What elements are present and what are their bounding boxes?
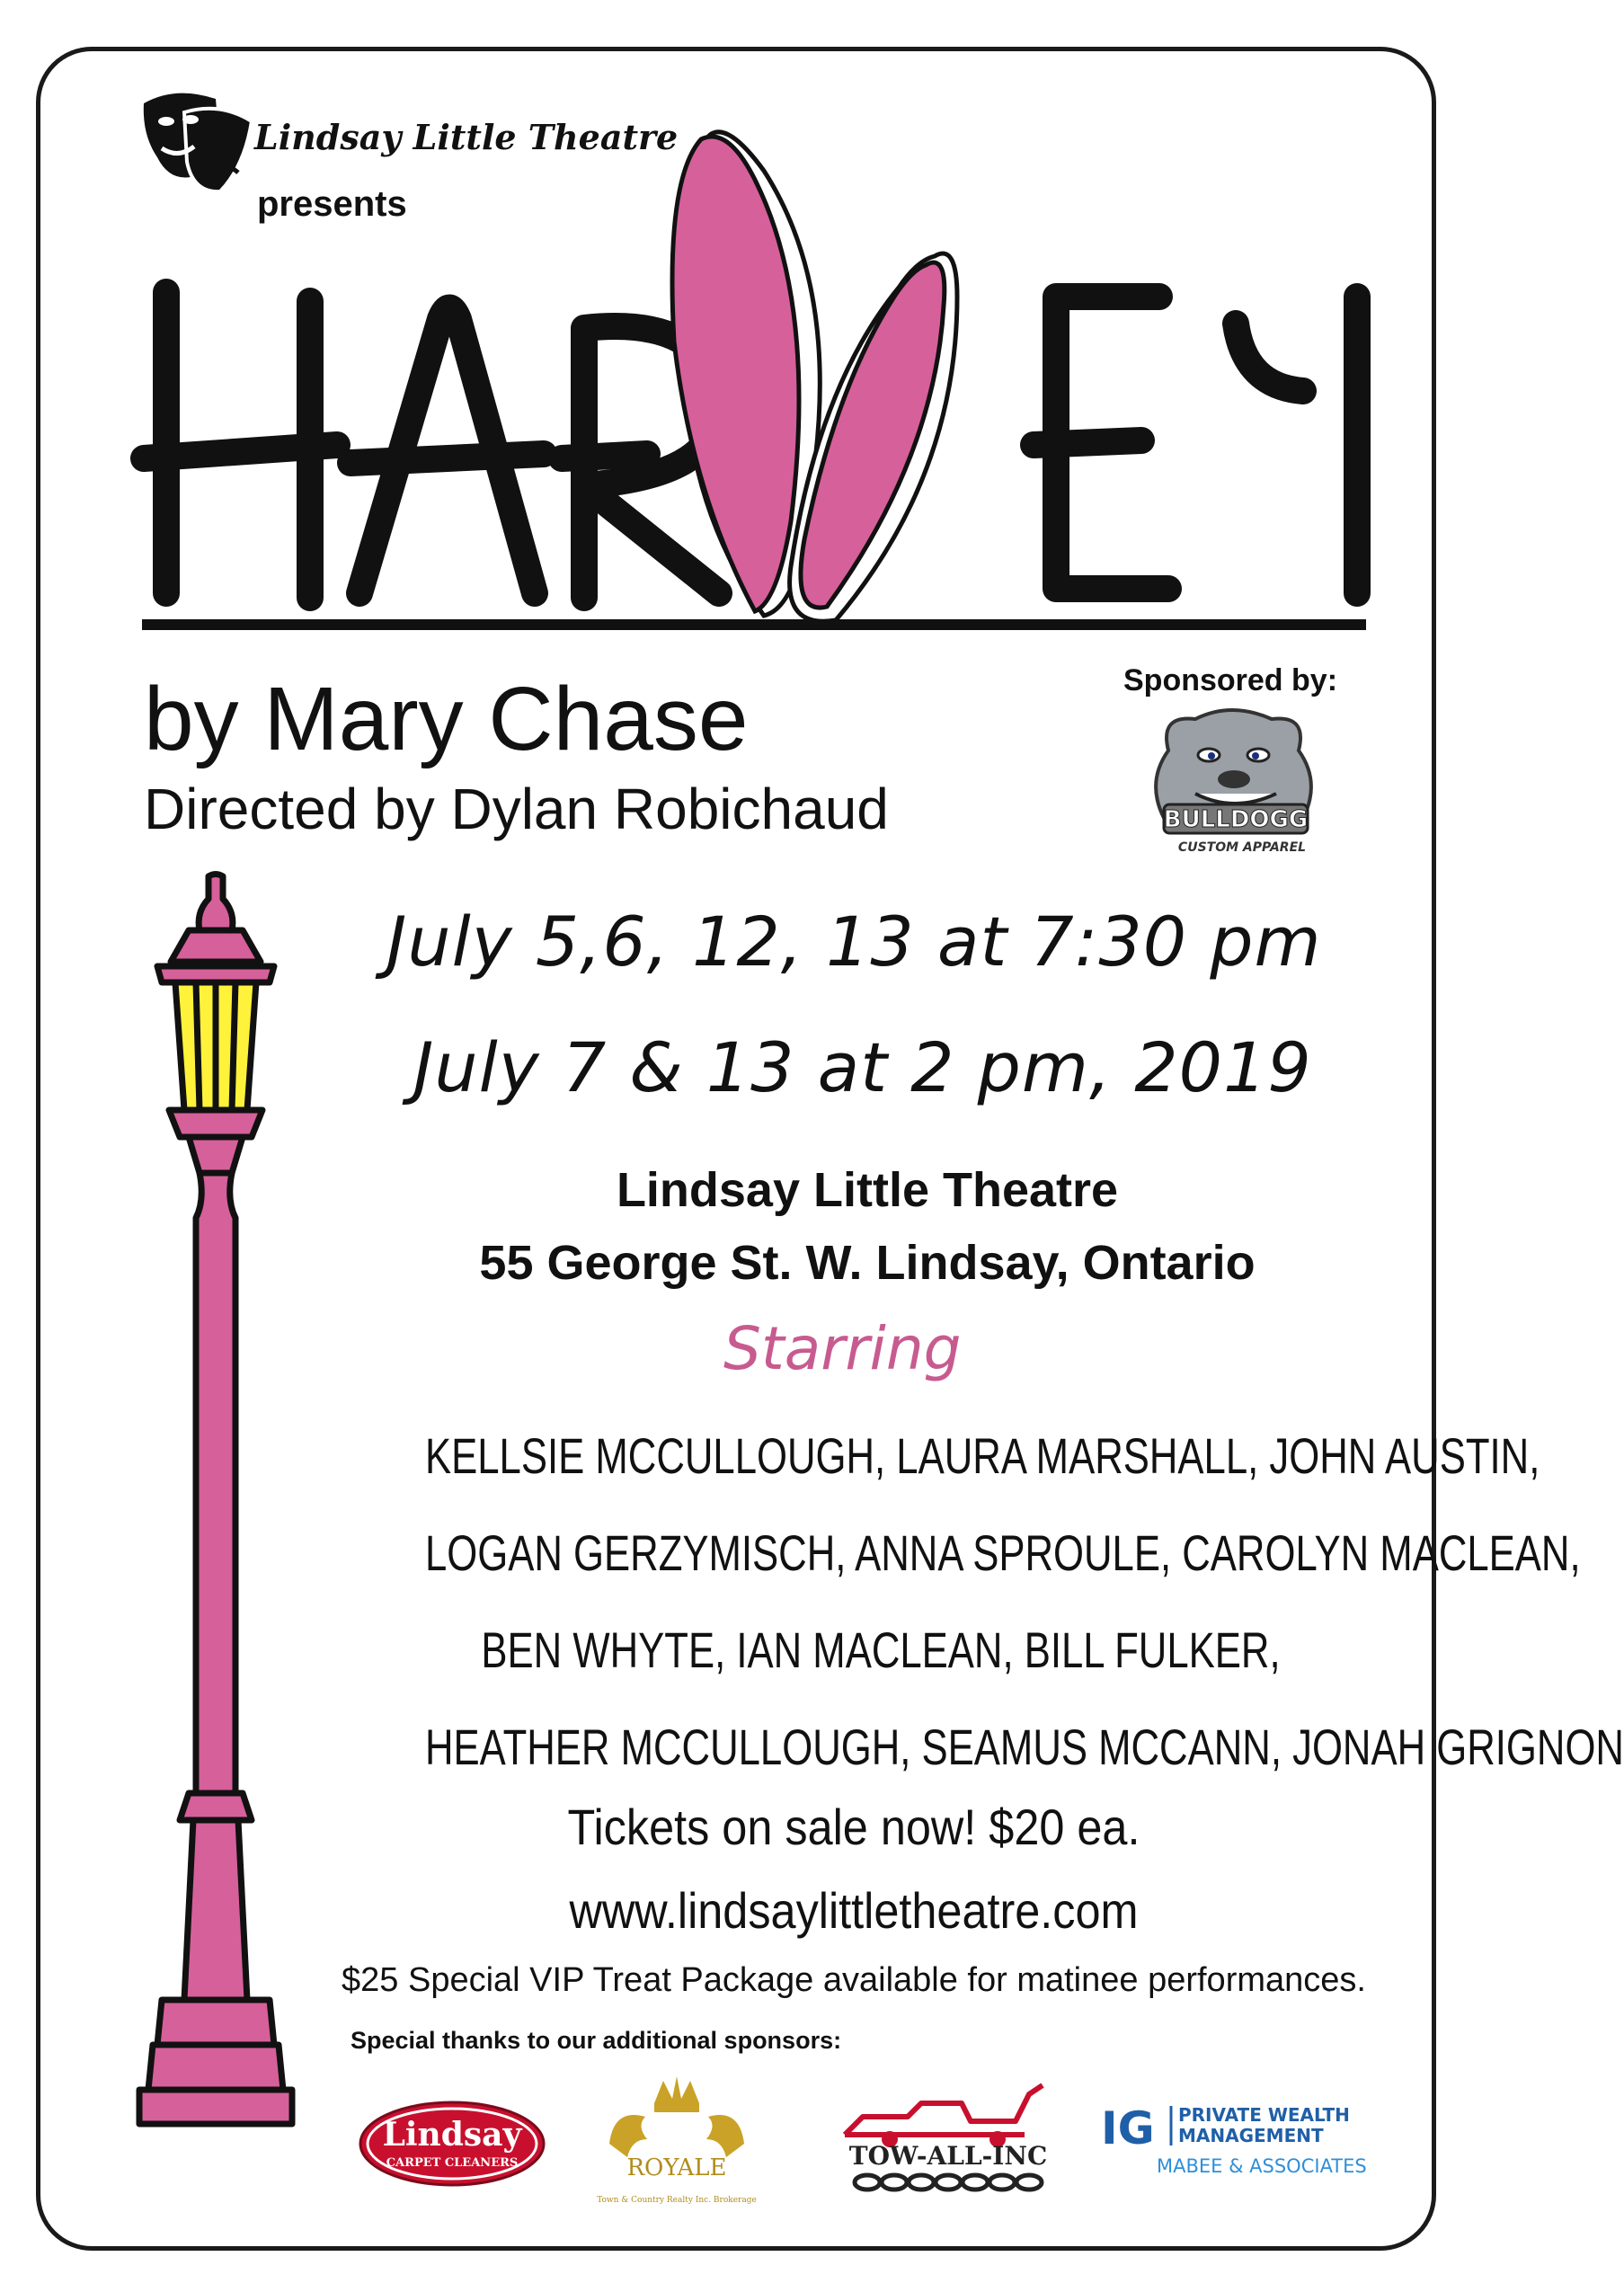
street-lamp-icon: [126, 876, 306, 2130]
presents-label: presents: [257, 184, 407, 224]
vip-package-note: $25 Special VIP Treat Package available for matinee performances.: [342, 1961, 1366, 1999]
ig-logo-line2: MANAGEMENT: [1178, 2125, 1324, 2146]
cast-line: HEATHER MCCULLOUGH, SEAMUS MCCANN, JONAH GRIGNON: [425, 1719, 1624, 1775]
date-line-evening: July 5,6, 12, 13 at 7:30 pm: [386, 902, 1322, 982]
lindsay-logo-name: Lindsay: [382, 2116, 522, 2154]
cast-line: LOGAN GERZYMISCH, ANNA SPROULE, CAROLYN MACLEAN,: [425, 1524, 1581, 1581]
bulldogg-name: BULLDOGG: [1163, 806, 1309, 833]
ig-logo-line3: MABEE & ASSOCIATES: [1157, 2155, 1367, 2177]
chain-icon: [855, 2175, 1042, 2190]
venue-address: 55 George St. W. Lindsay, Ontario: [479, 1236, 1256, 1290]
sponsored-by-heading: Sponsored by:: [1123, 663, 1338, 697]
ig-private-wealth-logo: [1101, 2099, 1407, 2180]
starring-heading: Starring: [723, 1314, 962, 1383]
venue-name: Lindsay Little Theatre: [616, 1163, 1119, 1217]
playwright-credit: by Mary Chase: [144, 669, 749, 769]
tow-all-inc-logo: [836, 2067, 1060, 2198]
tow-logo-name: TOW-ALL-INC: [848, 2141, 1048, 2171]
additional-sponsors-heading: Special thanks to our additional sponsors:: [351, 2027, 842, 2054]
director-credit: Directed by Dylan Robichaud: [144, 777, 889, 841]
organization-name: Lindsay Little Theatre: [254, 117, 679, 157]
cast-line: BEN WHYTE, IAN MACLEAN, BILL FULKER,: [481, 1621, 1281, 1678]
royale-logo-name: ROYALE: [626, 2154, 727, 2181]
bulldogg-tagline: CUSTOM APPAREL: [1177, 840, 1307, 855]
bunny-ears-icon: [672, 132, 957, 621]
date-line-matinee: July 7 & 13 at 2 pm, 2019: [413, 1027, 1312, 1107]
royale-logo-sub: Town & Country Realty Inc. Brokerage: [597, 2196, 757, 2205]
royale-realty-logo: [582, 2067, 771, 2216]
bulldogg-logo: [1141, 697, 1326, 863]
cast-line: KELLSIE MCCULLOUGH, LAURA MARSHALL, JOHN AUSTIN,: [425, 1427, 1540, 1484]
title-harvey: [135, 117, 1375, 647]
website-link[interactable]: www.lindsaylittletheatre.com: [569, 1882, 1139, 1939]
lindsay-logo-sub: CARPET CLEANERS: [386, 2156, 519, 2170]
tickets-on-sale: Tickets on sale now! $20 ea.: [567, 1799, 1140, 1855]
ig-logo-mark: IG: [1101, 2102, 1155, 2154]
lindsay-carpet-cleaners-logo: [358, 2099, 546, 2189]
ig-logo-line1: PRIVATE WEALTH: [1178, 2104, 1350, 2126]
